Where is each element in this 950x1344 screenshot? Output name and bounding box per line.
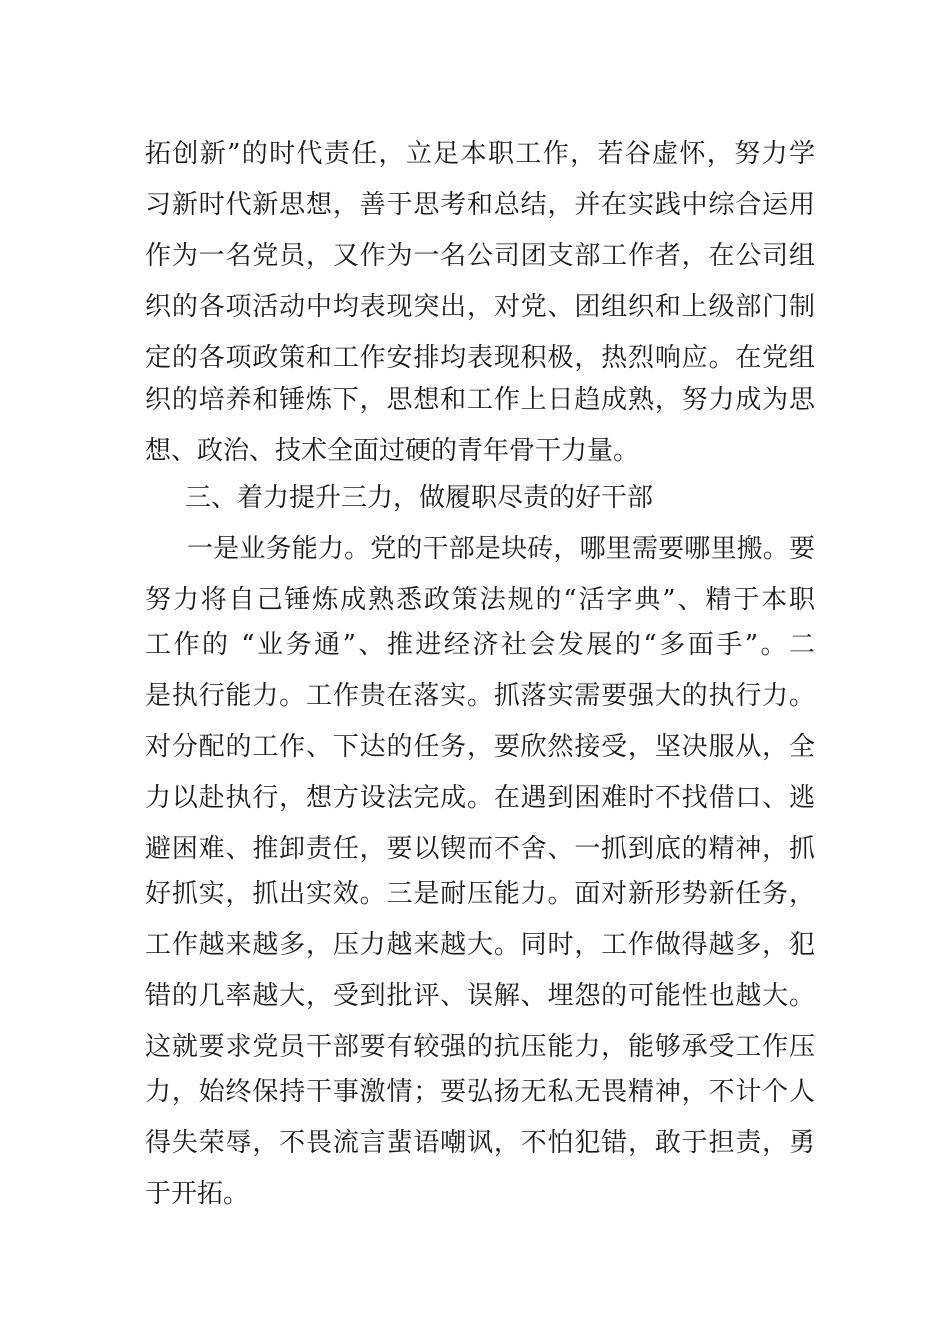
paragraph-line: 工作越来越多，压力越来越大。同时，工作做得越多，犯 <box>145 930 815 960</box>
paragraph-line: 努力将自己锤炼成熟悉政策法规的“活字典”、精于本职 <box>145 585 815 615</box>
paragraph-line: 得失荣辱，不畏流言蜚语嘲讽，不怕犯错，敢于担责，勇 <box>145 1128 815 1158</box>
paragraph-line: 习新时代新思想，善于思考和总结，并在实践中综合运用 <box>145 190 815 220</box>
paragraph-line: 拓创新”的时代责任，立足本职工作，若谷虚怀，努力学 <box>145 139 815 169</box>
paragraph-line: 错的几率越大，受到批评、误解、埋怨的可能性也越大。 <box>145 981 815 1011</box>
paragraph-line: 定的各项政策和工作安排均表现积极，热烈响应。在党组 <box>145 343 815 373</box>
paragraph-line: 工作的 “业务通”、推进经济社会发展的“多面手”。二 <box>145 630 815 660</box>
paragraph-line: 于开拓。 <box>145 1179 250 1209</box>
paragraph-line: 对分配的工作、下达的任务，要欣然接受，坚决服从，全 <box>145 732 815 762</box>
paragraph-line: 是执行能力。工作贵在落实。抓落实需要强大的执行力。 <box>145 681 815 711</box>
section-heading: 三、着力提升三力，做履职尽责的好干部 <box>185 483 654 513</box>
paragraph-line: 力，始终保持干事激情；要弘扬无私无畏精神，不计个人 <box>145 1077 815 1107</box>
paragraph-line: 一是业务能力。党的干部是块砖，哪里需要哪里搬。要 <box>187 534 815 564</box>
paragraph-line: 力以赴执行，想方设法完成。在遇到困难时不找借口、逃 <box>145 783 815 813</box>
paragraph-line: 好抓实，抓出实效。三是耐压能力。面对新形势新任务， <box>145 879 815 909</box>
paragraph-line: 避困难、推卸责任，要以锲而不舍、一抓到底的精神，抓 <box>145 834 815 864</box>
paragraph-line: 想、政治、技术全面过硬的青年骨干力量。 <box>145 436 640 466</box>
paragraph-line: 织的培养和锤炼下，思想和工作上日趋成熟，努力成为思 <box>145 385 815 415</box>
paragraph-line: 这就要求党员干部要有较强的抗压能力，能够承受工作压 <box>145 1032 815 1062</box>
paragraph-line: 作为一名党员，又作为一名公司团支部工作者，在公司组 <box>145 241 815 271</box>
paragraph-line: 织的各项活动中均表现突出，对党、团组织和上级部门制 <box>145 292 815 322</box>
